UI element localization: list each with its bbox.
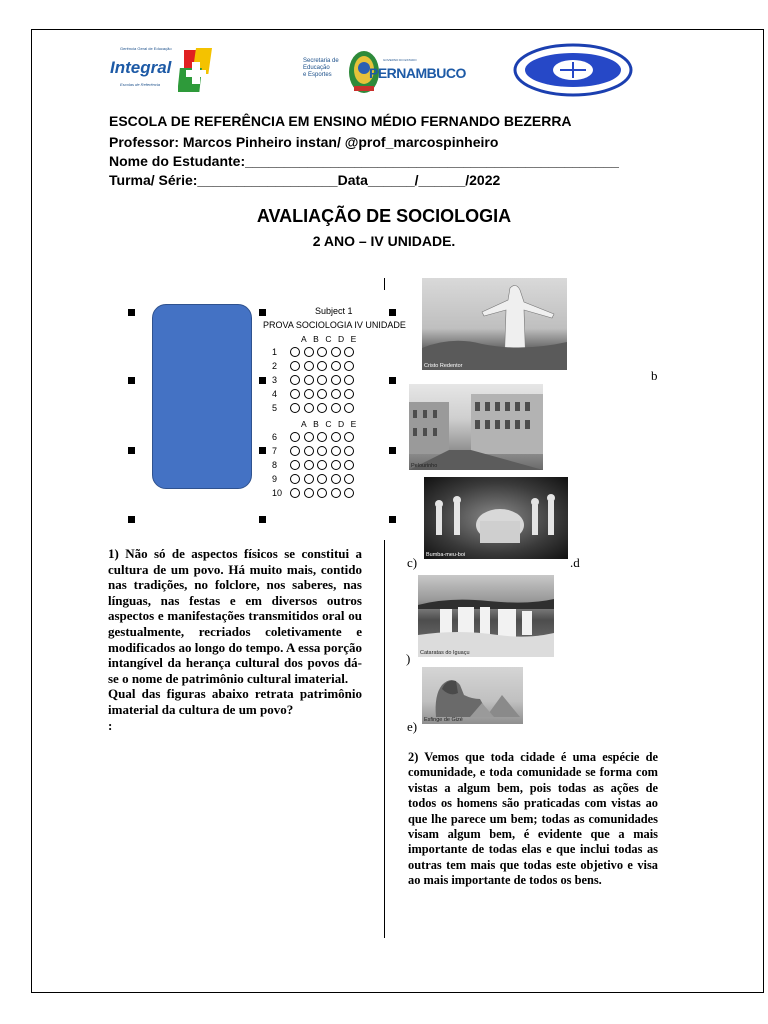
answer-bubble-a[interactable]	[290, 488, 300, 498]
corner-marker	[259, 377, 266, 384]
question-1-body: 1) Não só de aspectos físicos se constitui a cultura de um povo. Há muito mais, contido nas tradições, no folclore, nos saberes, nas línguas, nas festas e em diversos outros aspectos e manifestações transmitidos oral ou gestualmente, recriados coletivamente e modificados ao longo do tempo. A essa porção intangível da herança cultural dos povos dá-se o nome de patrimônio cultural imaterial.	[108, 546, 362, 686]
corner-marker	[128, 309, 135, 316]
page-title: AVALIAÇÃO DE SOCIOLOGIA	[256, 206, 512, 226]
answer-row	[272, 402, 358, 414]
answer-bubble-c[interactable]	[317, 460, 327, 470]
question-1-end: :	[108, 717, 113, 733]
answer-bubble-d[interactable]	[331, 347, 341, 357]
teacher-line: Professor: Marcos Pinheiro instan/ @prof_marcospinheiro	[109, 134, 499, 150]
answer-sheet-label: PROVA SOCIOLOGIA IV UNIDADE	[263, 320, 406, 330]
answer-row-number: 9	[272, 474, 278, 484]
answer-bubble-b[interactable]	[304, 347, 314, 357]
corner-marker	[128, 447, 135, 454]
class-date-field[interactable]: Turma/ Série:__________________Data______/______/2022	[109, 172, 501, 188]
answer-bubble-a[interactable]	[290, 347, 300, 357]
answer-bubble-c[interactable]	[317, 375, 327, 385]
answer-bubble-e[interactable]	[344, 347, 354, 357]
corner-marker	[389, 309, 396, 316]
answer-bubble-a[interactable]	[290, 446, 300, 456]
answer-bubble-d[interactable]	[331, 488, 341, 498]
image-caption: Cataratas do Iguaçu	[420, 650, 470, 656]
answer-bubble-e[interactable]	[344, 375, 354, 385]
secretaria-text	[303, 58, 339, 79]
answer-row-number: 5	[272, 403, 278, 413]
question-1	[108, 546, 362, 733]
answer-row-number: 2	[272, 361, 278, 371]
option-letter: e)	[407, 719, 418, 734]
corner-marker	[389, 377, 396, 384]
answer-sheet	[124, 300, 409, 530]
option-letters-top: ABCDE	[301, 334, 363, 344]
cristo-redentor-image	[422, 278, 567, 370]
answer-bubble-c[interactable]	[317, 389, 327, 399]
answer-row	[272, 445, 358, 457]
answer-row	[272, 487, 358, 499]
cataratas-image	[418, 575, 554, 657]
question-2: 2) Vemos que toda cidade é uma espécie de comunidade, e toda comunidade se forma com vistas a algum bem, pois todas as ações de todos os homens são praticadas com vistas ao que lhe parece um bem; todas as comunidades visam algum bem, é evidente que a mais importante de todas elas e que inclui todas as outras tem mais que todas este objetivo e visa ao mais importante de todos os bens.	[408, 750, 658, 888]
answer-bubble-e[interactable]	[344, 474, 354, 484]
question-1-prompt: Qual das figuras abaixo retrata patrimônio imaterial da cultura de um povo?	[108, 686, 362, 717]
corner-marker	[259, 516, 266, 523]
answer-row	[272, 360, 358, 372]
option-letter: b	[651, 368, 658, 383]
option-letter: .d	[570, 555, 580, 570]
answer-bubble-a[interactable]	[290, 474, 300, 484]
student-id-box	[152, 304, 252, 489]
secretaria-line-1: Secretaria de	[303, 58, 339, 64]
answer-bubble-a[interactable]	[290, 389, 300, 399]
answer-bubble-c[interactable]	[317, 488, 327, 498]
answer-bubble-b[interactable]	[304, 460, 314, 470]
option-letter: c)	[407, 555, 418, 570]
corner-marker	[389, 447, 396, 454]
answer-bubble-b[interactable]	[304, 361, 314, 371]
answer-bubble-e[interactable]	[344, 361, 354, 371]
answer-bubble-d[interactable]	[331, 446, 341, 456]
answer-bubble-a[interactable]	[290, 403, 300, 413]
integral-logo	[110, 46, 215, 96]
integral-logo-word: Integral	[110, 58, 172, 77]
answer-bubble-c[interactable]	[317, 361, 327, 371]
corner-marker	[389, 516, 396, 523]
secretaria-line-2: Educação	[303, 65, 330, 71]
answer-row-number: 4	[272, 389, 278, 399]
answer-bubble-d[interactable]	[331, 389, 341, 399]
image-caption: Pelourinho	[411, 463, 438, 469]
pelourinho-image	[409, 384, 543, 470]
answer-row-number: 1	[272, 347, 278, 357]
answer-row	[272, 388, 358, 400]
answer-row-number: 7	[272, 446, 278, 456]
answer-bubble-d[interactable]	[331, 403, 341, 413]
answer-row-number: 6	[272, 432, 278, 442]
answer-bubble-e[interactable]	[344, 446, 354, 456]
option-letters-bottom: ABCDE	[301, 419, 363, 429]
page-subtitle: 2 ANO – IV UNIDADE.	[312, 233, 456, 249]
school-name: ESCOLA DE REFERÊNCIA EM ENSINO MÉDIO FERNANDO BEZERRA	[109, 113, 572, 129]
corner-marker	[259, 309, 266, 316]
answer-row-number: 3	[272, 375, 278, 385]
student-name-field[interactable]: Nome do Estudante:________________________________________________	[109, 153, 619, 169]
answer-bubble-b[interactable]	[304, 488, 314, 498]
answer-bubble-c[interactable]	[317, 446, 327, 456]
answer-row	[272, 346, 358, 358]
corner-marker	[259, 447, 266, 454]
pernambuco-logo	[303, 48, 466, 100]
image-caption: Cristo Redentor	[424, 363, 463, 369]
integral-logo-small-text: Gerência Geral de Educação	[120, 46, 172, 51]
answer-bubble-e[interactable]	[344, 488, 354, 498]
answer-bubble-a[interactable]	[290, 361, 300, 371]
answer-bubble-c[interactable]	[317, 432, 327, 442]
answer-bubble-b[interactable]	[304, 474, 314, 484]
school-emblem-icon	[512, 42, 634, 98]
answer-row-number: 8	[272, 460, 278, 470]
answer-bubble-d[interactable]	[331, 432, 341, 442]
answer-bubble-d[interactable]	[331, 460, 341, 470]
corner-marker	[128, 516, 135, 523]
image-caption: Esfinge de Gizé	[424, 717, 463, 723]
answer-bubble-a[interactable]	[290, 460, 300, 470]
pernambuco-word: PERNAMBUCO	[369, 65, 466, 81]
answer-bubble-a[interactable]	[290, 432, 300, 442]
esfinge-image	[422, 667, 523, 724]
answer-bubble-c[interactable]	[317, 403, 327, 413]
answer-bubble-e[interactable]	[344, 460, 354, 470]
integral-logo-mark-icon	[178, 48, 214, 94]
answer-bubble-b[interactable]	[304, 375, 314, 385]
column-divider-top	[384, 278, 385, 290]
answer-bubble-e[interactable]	[344, 432, 354, 442]
answer-bubble-b[interactable]	[304, 432, 314, 442]
image-caption: Bumba-meu-boi	[426, 552, 466, 558]
answer-bubble-a[interactable]	[290, 375, 300, 385]
answer-bubble-e[interactable]	[344, 403, 354, 413]
secretaria-line-3: e Esportes	[303, 72, 332, 78]
answer-bubble-d[interactable]	[331, 361, 341, 371]
answer-bubble-e[interactable]	[344, 389, 354, 399]
answer-bubble-c[interactable]	[317, 474, 327, 484]
answer-row-number: 10	[272, 488, 283, 498]
answer-sheet-subject: Subject 1	[315, 306, 353, 316]
answer-row	[272, 459, 358, 471]
integral-logo-sub-text: Escolas de Referência	[120, 82, 161, 87]
answer-bubble-b[interactable]	[304, 446, 314, 456]
bumba-meu-boi-image	[424, 477, 568, 559]
option-letter: )	[406, 651, 411, 666]
answer-bubble-b[interactable]	[304, 403, 314, 413]
answer-row	[272, 473, 358, 485]
answer-bubble-b[interactable]	[304, 389, 314, 399]
answer-bubble-d[interactable]	[331, 474, 341, 484]
answer-row	[272, 374, 358, 386]
school-logo	[512, 42, 634, 98]
corner-marker	[128, 377, 135, 384]
column-divider	[384, 540, 385, 938]
answer-row	[272, 431, 358, 443]
answer-bubble-c[interactable]	[317, 347, 327, 357]
answer-bubble-d[interactable]	[331, 375, 341, 385]
governo-text: GOVERNO DO ESTADO	[383, 58, 417, 62]
